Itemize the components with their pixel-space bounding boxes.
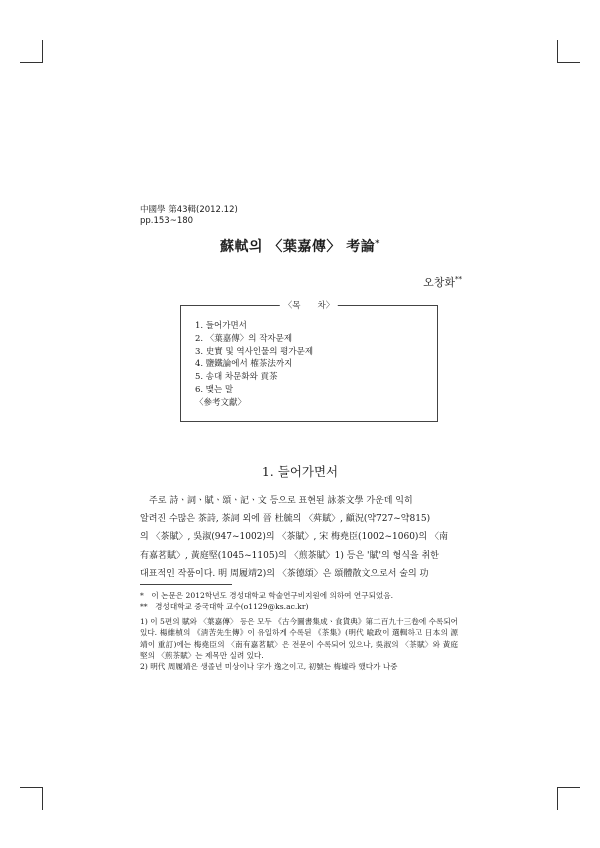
title-footnote-mark: * [375,237,380,248]
footnote: 2) 明代 周履靖은 생졸년 미상이나 字가 逸之이고, 初號는 梅墟라 했다가 나중 [140,662,398,672]
body-text [140,492,458,583]
footnotes [140,590,458,673]
toc-item: 2. 〈葉嘉傳〉의 작자문제 [195,333,293,344]
table-of-contents [180,301,438,422]
journal-name-volume: 中國學 第43輯(2012.12) [140,205,238,215]
crop-mark-top-right [557,40,580,63]
section-heading: 1. 들어가면서 [261,464,339,479]
toc-item: 3. 史實 및 역사인물의 평가문제 [195,346,314,357]
journal-info [140,205,238,227]
paper-title [0,236,600,256]
toc-heading: 〈목 차〉 [280,299,338,311]
crop-mark-bottom-left [20,787,43,810]
page-range: pp.153~180 [140,216,194,226]
footnote-divider [140,584,232,585]
author-footnote-mark: ** [455,275,462,284]
toc-item: 5. 송대 차문화와 貢茶 [195,372,278,383]
toc-item: 〈參考文獻〉 [195,397,247,408]
body-line: 알려진 수많은 茶詩, 茶詞 외에 晉 杜毓의 〈荈賦〉, 顧況(약727~약815) [140,514,431,525]
crop-mark-bottom-right [557,787,580,810]
body-line: 의 〈茶賦〉, 吳淑(947~1002)의 〈茶賦〉, 宋 梅堯臣(1002~1060)의 〈南 [140,532,448,543]
body-line: 대표적인 작품이다. 明 周履靖2)의 〈茶德頌〉은 頌體散文으로서 술의 功 [140,568,429,579]
paper-title-text: 蘇軾의 〈葉嘉傳〉 考論 [220,239,376,255]
body-line: 有嘉茗賦〉, 黃庭堅(1045~1105)의 〈煎茶賦〉1) 등은 '賦'의 형식을 취한 [140,550,439,561]
author-name: 오창화 [423,276,455,289]
footnote: ** 경성대학교 중국대학 교수(o1129@ks.ac.kr) [140,602,309,612]
toc-item: 1. 들어가면서 [195,321,247,331]
footnote: 1) 이 5편의 賦와 〈葉嘉傳〉 등은 모두 《古今圖書集成ㆍ食貨典》第二百九十三卷에 수록되어 있다. 楊維楨의 《淸苦先生傳》이 유일하게 수록된 《茶集》(明代 喩政이 選輯하고 日本의 源靖이 重訂)에는 梅堯臣의 〈南有嘉茗賦〉은 전문이 수록되어 있으나, 吳淑의 〈茶賦〉와 黃庭堅의 〈煎茶賦〉는 제목만 실려 있다. [140,616,458,661]
author [423,274,462,290]
toc-list [195,320,313,410]
toc-item: 4. 鹽鐵論에서 榷茶法까지 [195,359,293,370]
body-line: 주로 詩ㆍ詞ㆍ賦ㆍ頌ㆍ記ㆍ文 등으로 표현된 詠茶文學 가운데 익히 [140,496,413,506]
crop-mark-top-left [20,40,43,63]
footnote: * 이 논문은 2012학년도 경성대학교 학술연구비지원에 의하여 연구되었음. [140,591,394,600]
toc-item: 6. 맺는 말 [195,384,234,395]
